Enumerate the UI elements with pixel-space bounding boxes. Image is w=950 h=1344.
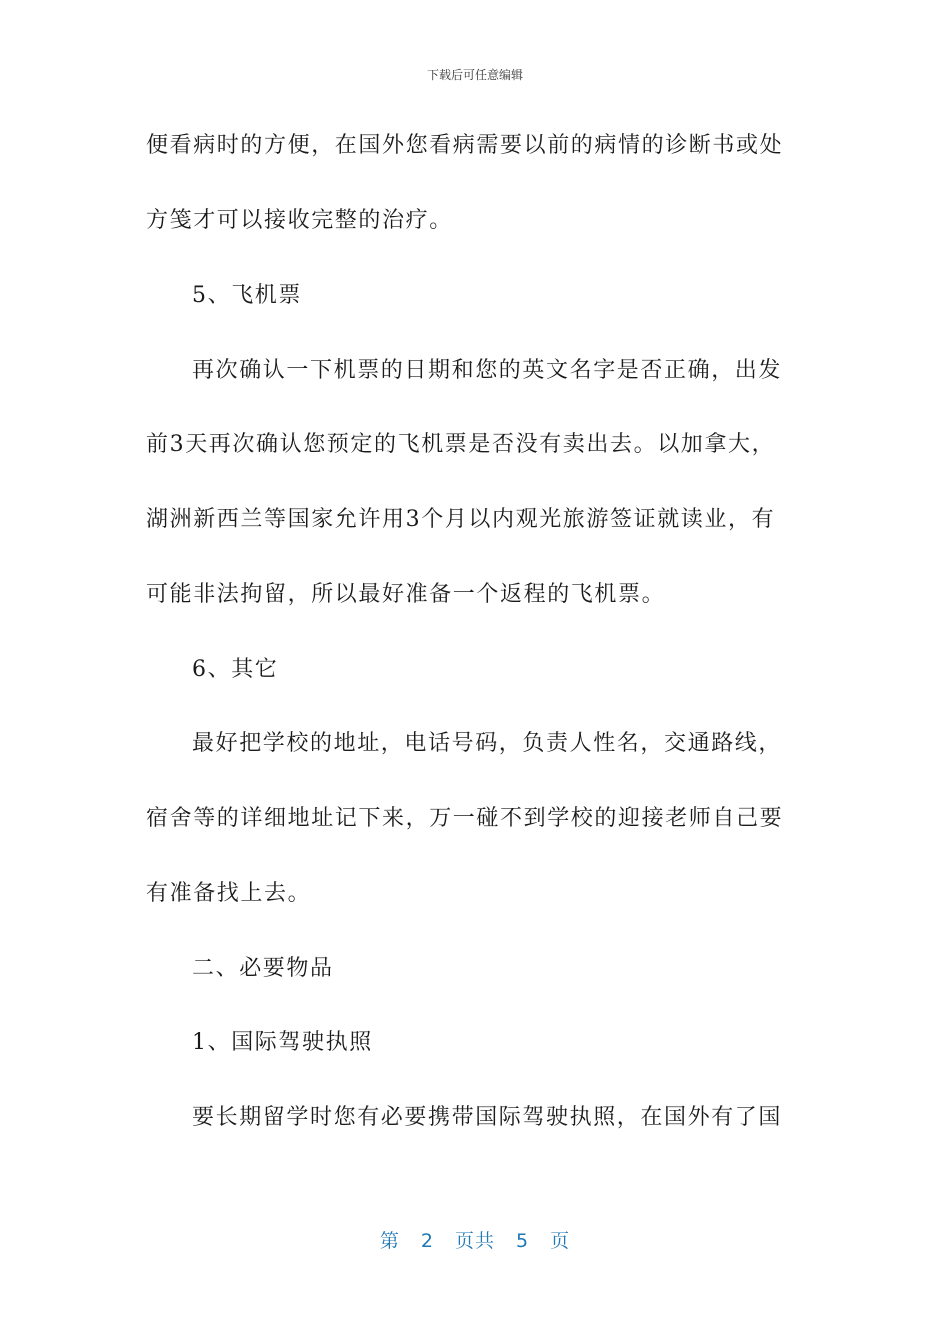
body-line: 前3天再次确认您预定的飞机票是否没有卖出去。以加拿大， [146, 432, 776, 457]
body-line: 再次确认一下机票的日期和您的英文名字是否正确，出发 [192, 358, 783, 383]
section-heading: 5、飞机票 [192, 283, 302, 308]
body-line: 便看病时的方便，在国外您看病需要以前的病情的诊断书或处 [146, 133, 784, 158]
section-heading: 二、必要物品 [192, 956, 334, 981]
body-line: 可能非法拘留，所以最好准备一个返程的飞机票。 [146, 582, 666, 607]
section-heading: 6、其它 [192, 657, 279, 682]
section-heading: 1、国际驾驶执照 [192, 1030, 373, 1055]
body-line: 方笺才可以接收完整的治疗。 [146, 208, 453, 233]
body-line: 最好把学校的地址，电话号码，负责人性名，交通路线， [192, 731, 783, 756]
page-indicator: 第 2 页共 5 页 [379, 1230, 571, 1252]
body-line: 湖洲新西兰等国家允许用3个月以内观光旅游签证就读业，有 [146, 507, 776, 532]
header-note: 下载后可任意编辑 [426, 68, 523, 82]
body-line: 要长期留学时您有必要携带国际驾驶执照，在国外有了国 [192, 1105, 783, 1130]
body-line: 宿舍等的详细地址记下来，万一碰不到学校的迎接老师自己要 [146, 806, 784, 831]
body-line: 有准备找上去。 [146, 881, 312, 906]
